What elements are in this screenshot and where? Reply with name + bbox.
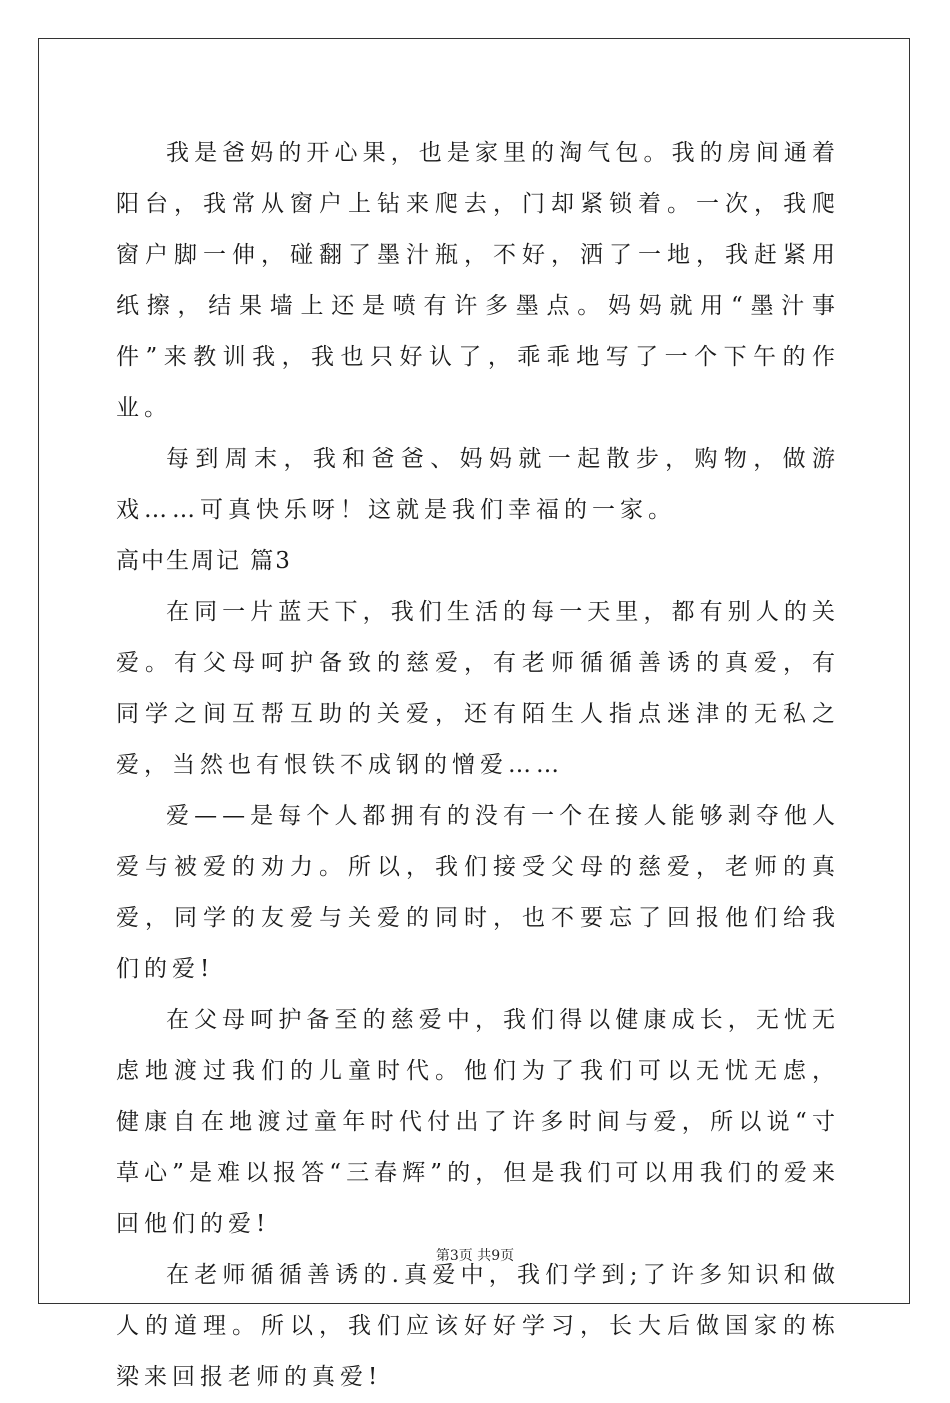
paragraph-6: 在老师循循善诱的.真爱中，我们学到;了许多知识和做人的道理。所以，我们应该好好学习，长大后做国家的栋梁来回报老师的真爱! <box>116 1262 840 1390</box>
paragraph-2: 每到周末，我和爸爸、妈妈就一起散步，购物，做游戏……可真快乐呀！这就是我们幸福的一家。 <box>116 446 840 523</box>
document-body <box>116 128 840 1403</box>
page-number-footer: 第3页 共9页 <box>435 1248 515 1264</box>
section-heading: 高中生周记 篇3 <box>116 548 292 574</box>
paragraph-5: 在父母呵护备至的慈爱中，我们得以健康成长，无忧无虑地渡过我们的儿童时代。他们为了我们可以无忧无虑，健康自在地渡过童年时代付出了许多时间与爱，所以说“寸草心”是难以报答“三春辉”的，但是我们可以用我们的爱来回他们的爱! <box>116 1007 840 1237</box>
paragraph-4: 爱——是每个人都拥有的没有一个在接人能够剥夺他人爱与被爱的劝力。所以，我们接受父母的慈爱，老师的真爱，同学的友爱与关爱的同时，也不要忘了回报他们给我们的爱! <box>116 803 840 982</box>
paragraph-3: 在同一片蓝天下，我们生活的每一天里，都有别人的关爱。有父母呵护备致的慈爱，有老师循循善诱的真爱，有同学之间互帮互助的关爱，还有陌生人指点迷津的无私之爱，当然也有恨铁不成钢的憎爱…… <box>116 599 840 778</box>
paragraph-1: 我是爸妈的开心果，也是家里的淘气包。我的房间通着阳台，我常从窗户上钻来爬去，门却紧锁着。一次，我爬窗户脚一伸，碰翻了墨汁瓶，不好，洒了一地，我赶紧用纸擦，结果墙上还是喷有许多墨点。妈妈就用“墨汁事件”来教训我，我也只好认了，乖乖地写了一个下午的作业。 <box>116 140 840 421</box>
